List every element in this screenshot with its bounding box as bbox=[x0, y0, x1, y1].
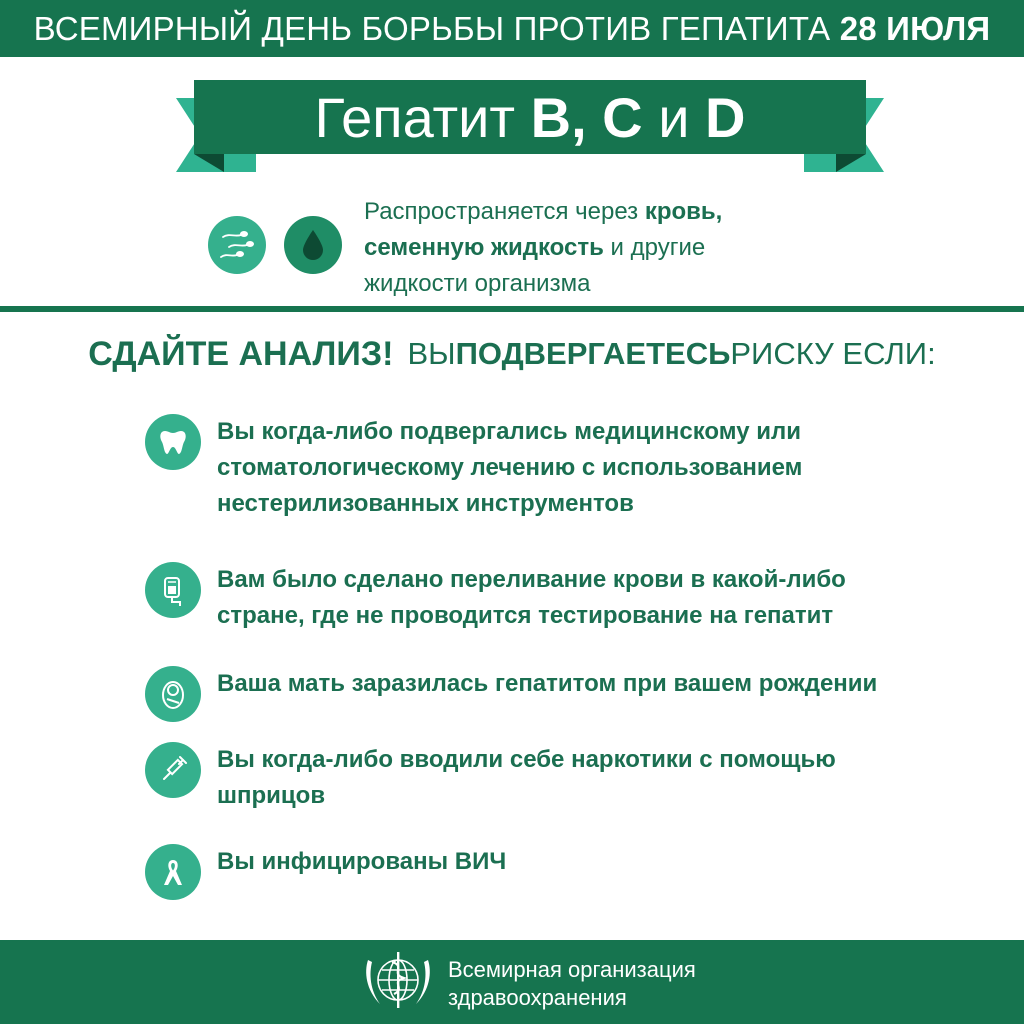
spread-blood: кровь, bbox=[644, 198, 723, 225]
risk-item-birth bbox=[145, 666, 1017, 722]
cta-test: СДАЙТЕ АНАЛИЗ! bbox=[88, 334, 394, 373]
sperm-icon bbox=[208, 216, 266, 274]
risk-text-line: нестерилизованных инструментов bbox=[217, 490, 634, 517]
risk-text-line: Ваша мать заразилась гепатитом при вашем рождении bbox=[217, 670, 878, 697]
risk-text-line: шприцов bbox=[217, 782, 326, 809]
header-title: ВСЕМИРНЫЙ ДЕНЬ БОРЬБЫ ПРОТИВ ГЕПАТИТА bbox=[33, 9, 831, 47]
baby-icon bbox=[145, 666, 201, 722]
cta-part2: РИСКУ ЕСЛИ: bbox=[730, 336, 936, 371]
banner-conj: и bbox=[658, 85, 690, 149]
cta-part1: ВЫ bbox=[407, 336, 456, 371]
banner-title bbox=[194, 80, 866, 154]
spread-line2: и другие bbox=[603, 234, 706, 261]
risk-item-transfusion bbox=[145, 562, 1017, 634]
ribbon-icon bbox=[145, 844, 201, 900]
banner-letters-bc: B, C bbox=[530, 85, 643, 149]
risk-text-line: Вы инфицированы ВИЧ bbox=[217, 848, 507, 875]
header-date: 28 ИЮЛЯ bbox=[839, 9, 991, 47]
footer-bar bbox=[0, 940, 1024, 1024]
blood-drop-icon bbox=[284, 216, 342, 274]
risk-text-line: Вам было сделано переливание крови в какой-либо bbox=[217, 566, 846, 593]
banner-letter-d: D bbox=[705, 85, 746, 149]
risk-text-line: Вы когда-либо вводили себе наркотики с помощью bbox=[217, 746, 836, 773]
syringe-icon bbox=[145, 742, 201, 798]
risk-item-instruments bbox=[145, 414, 1017, 522]
call-to-action bbox=[0, 328, 1024, 380]
blood-bag-icon bbox=[145, 562, 201, 618]
spread-semen: семенную жидкость bbox=[364, 234, 604, 261]
section-divider bbox=[0, 306, 1024, 312]
risk-text-line: Вы когда-либо подвергались медицинскому или bbox=[217, 418, 801, 445]
risk-item-hiv bbox=[145, 844, 1017, 900]
transmission-text bbox=[364, 194, 824, 302]
banner-word: Гепатит bbox=[314, 85, 516, 149]
spread-line1: Распространяется через bbox=[364, 198, 645, 225]
who-name bbox=[448, 956, 696, 1012]
spread-line3: жидкости организма bbox=[364, 270, 591, 297]
cta-bold: ПОДВЕРГАЕТЕСЬ bbox=[455, 336, 731, 371]
risk-item-drugs bbox=[145, 742, 1017, 814]
risk-text-line: стране, где не проводится тестирование на гепатит bbox=[217, 602, 834, 629]
header-bar bbox=[0, 0, 1024, 57]
who-emblem-icon bbox=[356, 946, 440, 1018]
title-ribbon bbox=[176, 80, 884, 172]
transmission-icons bbox=[208, 216, 342, 274]
who-name-line1: Всемирная организация bbox=[448, 957, 696, 982]
risk-text-line: стоматологическому лечению с использованием bbox=[217, 454, 803, 481]
who-name-line2: здравоохранения bbox=[448, 985, 627, 1010]
tooth-icon bbox=[145, 414, 201, 470]
